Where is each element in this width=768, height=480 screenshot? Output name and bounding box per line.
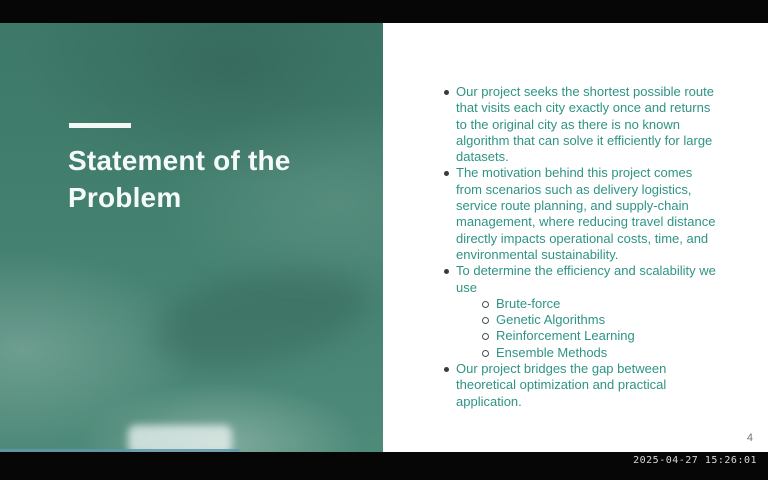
hollow-circle-bullet-icon (482, 350, 489, 357)
bullet-item-4 (445, 361, 718, 410)
recording-timestamp: 2025-04-27 15:26:01 (633, 455, 757, 466)
bullet-text-1: Our project seeks the shortest possible route that visits each city exactly once and returns to the original city as there is no known algorithm that can solve it efficiently for large datasets. (456, 84, 714, 165)
bullet-text-4: Our project bridges the gap between theoretical optimization and practical application. (456, 361, 667, 409)
slide-left-photo-panel (0, 23, 383, 452)
sub-bullet-item-4 (482, 345, 718, 361)
sub-bullet-text-1: Brute-force (496, 295, 561, 311)
sub-bullet-text-2: Genetic Algorithms (496, 312, 606, 328)
sub-bullet-item-2 (482, 312, 718, 328)
bullet-item-3 (445, 263, 718, 361)
bullet-text-3: To determine the efficiency and scalability we use (456, 263, 716, 295)
slide-page-number: 4 (746, 432, 753, 444)
sub-bullet-text-3: Reinforcement Learning (496, 328, 635, 344)
photo-paper-highlight (128, 425, 232, 452)
bullet-item-1 (445, 84, 718, 165)
letterbox-top-bar (0, 0, 768, 23)
letterbox-bottom-bar (0, 452, 768, 480)
bullet-list (383, 23, 768, 410)
hollow-circle-bullet-icon (482, 333, 489, 340)
photo-shadow-overlay (143, 251, 377, 385)
sub-bullet-item-3 (482, 328, 718, 344)
bullet-item-2 (445, 165, 718, 263)
bullet-dot-icon (444, 171, 449, 176)
sub-bullet-list (456, 296, 718, 361)
bullet-dot-icon (444, 367, 449, 372)
slide-body (383, 23, 768, 452)
sub-bullet-text-4: Ensemble Methods (496, 344, 608, 360)
sub-bullet-item-1 (482, 296, 718, 312)
slide-title: Statement of the Problem (68, 145, 291, 213)
hollow-circle-bullet-icon (482, 301, 489, 308)
title-accent-rule (69, 123, 131, 128)
bullet-dot-icon (444, 90, 449, 95)
bullet-dot-icon (444, 269, 449, 274)
hollow-circle-bullet-icon (482, 317, 489, 324)
bullet-text-2: The motivation behind this project comes from scenarios such as delivery logistics, service route planning, and supply-chain management, where reducing travel distance directly impacts operational costs, time, and environmental sustainability. (456, 165, 716, 262)
presentation-slide (0, 23, 768, 452)
